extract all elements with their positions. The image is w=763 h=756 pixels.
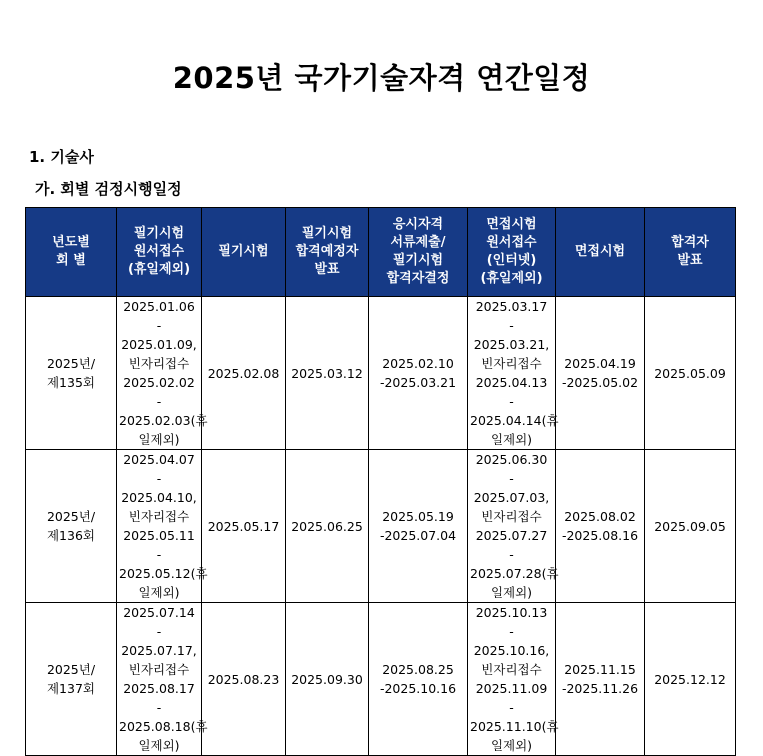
- subsection-heading: 가. 회별 검정시행일정: [35, 180, 182, 198]
- cell-interview-application-line: -: [509, 547, 514, 562]
- column-header-line: 면접시험: [574, 244, 626, 259]
- column-header-line: (휴일제외): [480, 271, 543, 286]
- cell-written-result: 2025.06.25: [286, 450, 369, 603]
- column-header-line: 필기시험: [301, 226, 353, 241]
- cell-interview-application-line: 2025.03.17: [475, 299, 548, 314]
- cell-interview-application-line: - 2025.10.16,: [473, 624, 550, 658]
- cell-written-application-line: 빈자리접수: [128, 509, 190, 524]
- cell-written-result: 2025.03.12: [286, 297, 369, 450]
- column-header-line: 원서접수: [133, 244, 185, 259]
- column-header: [26, 208, 117, 297]
- cell-final-result: 2025.12.12: [645, 603, 736, 756]
- cell-written-application-line: 2025.07.14: [123, 605, 195, 620]
- column-header: [286, 208, 369, 297]
- cell-interview-exam-line: 2025.11.15: [564, 662, 636, 677]
- column-header: [202, 208, 286, 297]
- cell-written-result: 2025.09.30: [286, 603, 369, 756]
- cell-written-application-line: -: [156, 547, 162, 562]
- cell-round: [26, 297, 117, 450]
- cell-interview-exam-line: 2025.08.02: [564, 509, 636, 524]
- cell-interview-application-line: 2025.07.28(휴: [470, 566, 559, 581]
- cell-written-application-line: 빈자리접수: [128, 662, 190, 677]
- cell-interview-application-line: 2025.06.30: [475, 452, 548, 467]
- cell-interview-application-line: 일제외): [490, 738, 533, 753]
- column-header-line: 응시자격: [392, 217, 444, 232]
- column-header-line: 원서접수: [486, 235, 537, 250]
- column-header-line: 면접시험: [486, 217, 537, 232]
- cell-round-line: 2025년/: [46, 662, 96, 677]
- cell-written-application-line: 2025.02.03(휴: [119, 413, 208, 428]
- cell-interview-exam: [556, 297, 645, 450]
- cell-interview-application-line: 빈자리접수: [481, 356, 542, 371]
- cell-written-application-line: 2025.08.18(휴: [119, 719, 208, 734]
- cell-documents-line: 2025.08.25: [382, 662, 454, 677]
- section-heading: 1. 기술사: [29, 148, 94, 166]
- cell-written-exam: 2025.02.08: [202, 297, 286, 450]
- cell-round-line: 제135회: [46, 375, 95, 390]
- cell-interview-application-line: 빈자리접수: [481, 509, 542, 524]
- cell-documents-line: -2025.03.21: [379, 375, 457, 390]
- column-header: [645, 208, 736, 297]
- column-header-line: 필기시험: [133, 226, 185, 241]
- cell-interview-exam-line: -2025.11.26: [561, 681, 639, 696]
- cell-written-application-line: - 2025.04.10,: [121, 471, 197, 505]
- cell-interview-exam-line: 2025.04.19: [564, 356, 636, 371]
- cell-written-application-line: - 2025.01.09,: [121, 318, 197, 352]
- cell-round-line: 제136회: [46, 528, 95, 543]
- cell-written-application-line: 2025.08.17: [123, 681, 195, 696]
- cell-written-application-line: -: [156, 394, 162, 409]
- cell-written-application-line: 2025.05.12(휴: [119, 566, 208, 581]
- cell-written-application-line: 일제외): [138, 738, 180, 753]
- column-header-line: 회 별: [56, 253, 86, 268]
- cell-documents: [369, 297, 468, 450]
- cell-interview-application-line: 2025.10.13: [475, 605, 548, 620]
- cell-written-application-line: 빈자리접수: [128, 356, 190, 371]
- column-header-line: 필기시험: [392, 253, 444, 268]
- cell-round-line: 2025년/: [46, 509, 96, 524]
- column-header: [468, 208, 556, 297]
- table-header-row: [26, 208, 736, 297]
- cell-round-line: 2025년/: [46, 356, 96, 371]
- cell-interview-application: [468, 450, 559, 603]
- cell-interview-application: [468, 297, 559, 450]
- cell-written-application-line: - 2025.07.17,: [121, 624, 197, 658]
- column-header-line: 발표: [677, 253, 703, 268]
- column-header-line: 서류제출/: [390, 235, 446, 250]
- cell-interview-application-line: 2025.04.13: [475, 375, 548, 390]
- cell-written-application-line: 2025.01.06: [123, 299, 195, 314]
- cell-written-application: [117, 450, 208, 603]
- schedule-table: [25, 207, 736, 756]
- cell-written-application: [117, 297, 208, 450]
- cell-interview-exam-line: -2025.05.02: [561, 375, 639, 390]
- cell-written-exam: 2025.08.23: [202, 603, 286, 756]
- column-header-line: 발표: [314, 262, 340, 277]
- cell-written-application-line: 일제외): [138, 585, 180, 600]
- cell-interview-application-line: 2025.07.27: [475, 528, 548, 543]
- cell-interview-application-line: -: [509, 700, 514, 715]
- cell-interview-application-line: 2025.11.09: [475, 681, 548, 696]
- column-header-line: (인터넷): [486, 253, 537, 268]
- cell-documents-line: 2025.05.19: [382, 509, 454, 524]
- cell-interview-exam: [556, 450, 645, 603]
- cell-interview-application-line: 2025.04.14(휴: [470, 413, 559, 428]
- cell-written-exam: 2025.05.17: [202, 450, 286, 603]
- cell-interview-application-line: 2025.11.10(휴: [470, 719, 559, 734]
- page-title: 2025년 국가기술자격 연간일정: [172, 61, 591, 95]
- column-header: [117, 208, 202, 297]
- column-header-line: 합격자결정: [386, 271, 450, 286]
- cell-documents-line: -2025.07.04: [379, 528, 457, 543]
- cell-written-application-line: 2025.05.11: [123, 528, 195, 543]
- column-header-line: 합격예정자: [295, 244, 359, 259]
- cell-round: [26, 450, 117, 603]
- cell-documents-line: 2025.02.10: [382, 356, 454, 371]
- cell-interview-application-line: 일제외): [490, 585, 533, 600]
- cell-interview-application-line: - 2025.07.03,: [473, 471, 550, 505]
- column-header-line: 합격자: [671, 235, 709, 250]
- cell-final-result: 2025.05.09: [645, 297, 736, 450]
- cell-interview-application-line: 일제외): [490, 432, 533, 447]
- cell-documents-line: -2025.10.16: [379, 681, 457, 696]
- cell-written-application-line: -: [156, 700, 162, 715]
- cell-interview-application-line: -: [509, 394, 514, 409]
- column-header-line: 년도별: [52, 235, 90, 250]
- cell-final-result: 2025.09.05: [645, 450, 736, 603]
- cell-interview-application-line: 빈자리접수: [481, 662, 542, 677]
- table-row: [26, 297, 736, 450]
- cell-interview-exam-line: -2025.08.16: [561, 528, 639, 543]
- cell-round-line: 제137회: [46, 681, 95, 696]
- table-row: [26, 450, 736, 603]
- column-header-line: 필기시험: [218, 244, 269, 259]
- cell-documents: [369, 450, 468, 603]
- cell-written-application-line: 일제외): [138, 432, 180, 447]
- cell-written-application-line: 2025.04.07: [123, 452, 195, 467]
- column-header-line: (휴일제외): [127, 262, 191, 277]
- cell-written-application-line: 2025.02.02: [123, 375, 195, 390]
- column-header: [556, 208, 645, 297]
- cell-interview-application-line: - 2025.03.21,: [473, 318, 550, 352]
- column-header: [369, 208, 468, 297]
